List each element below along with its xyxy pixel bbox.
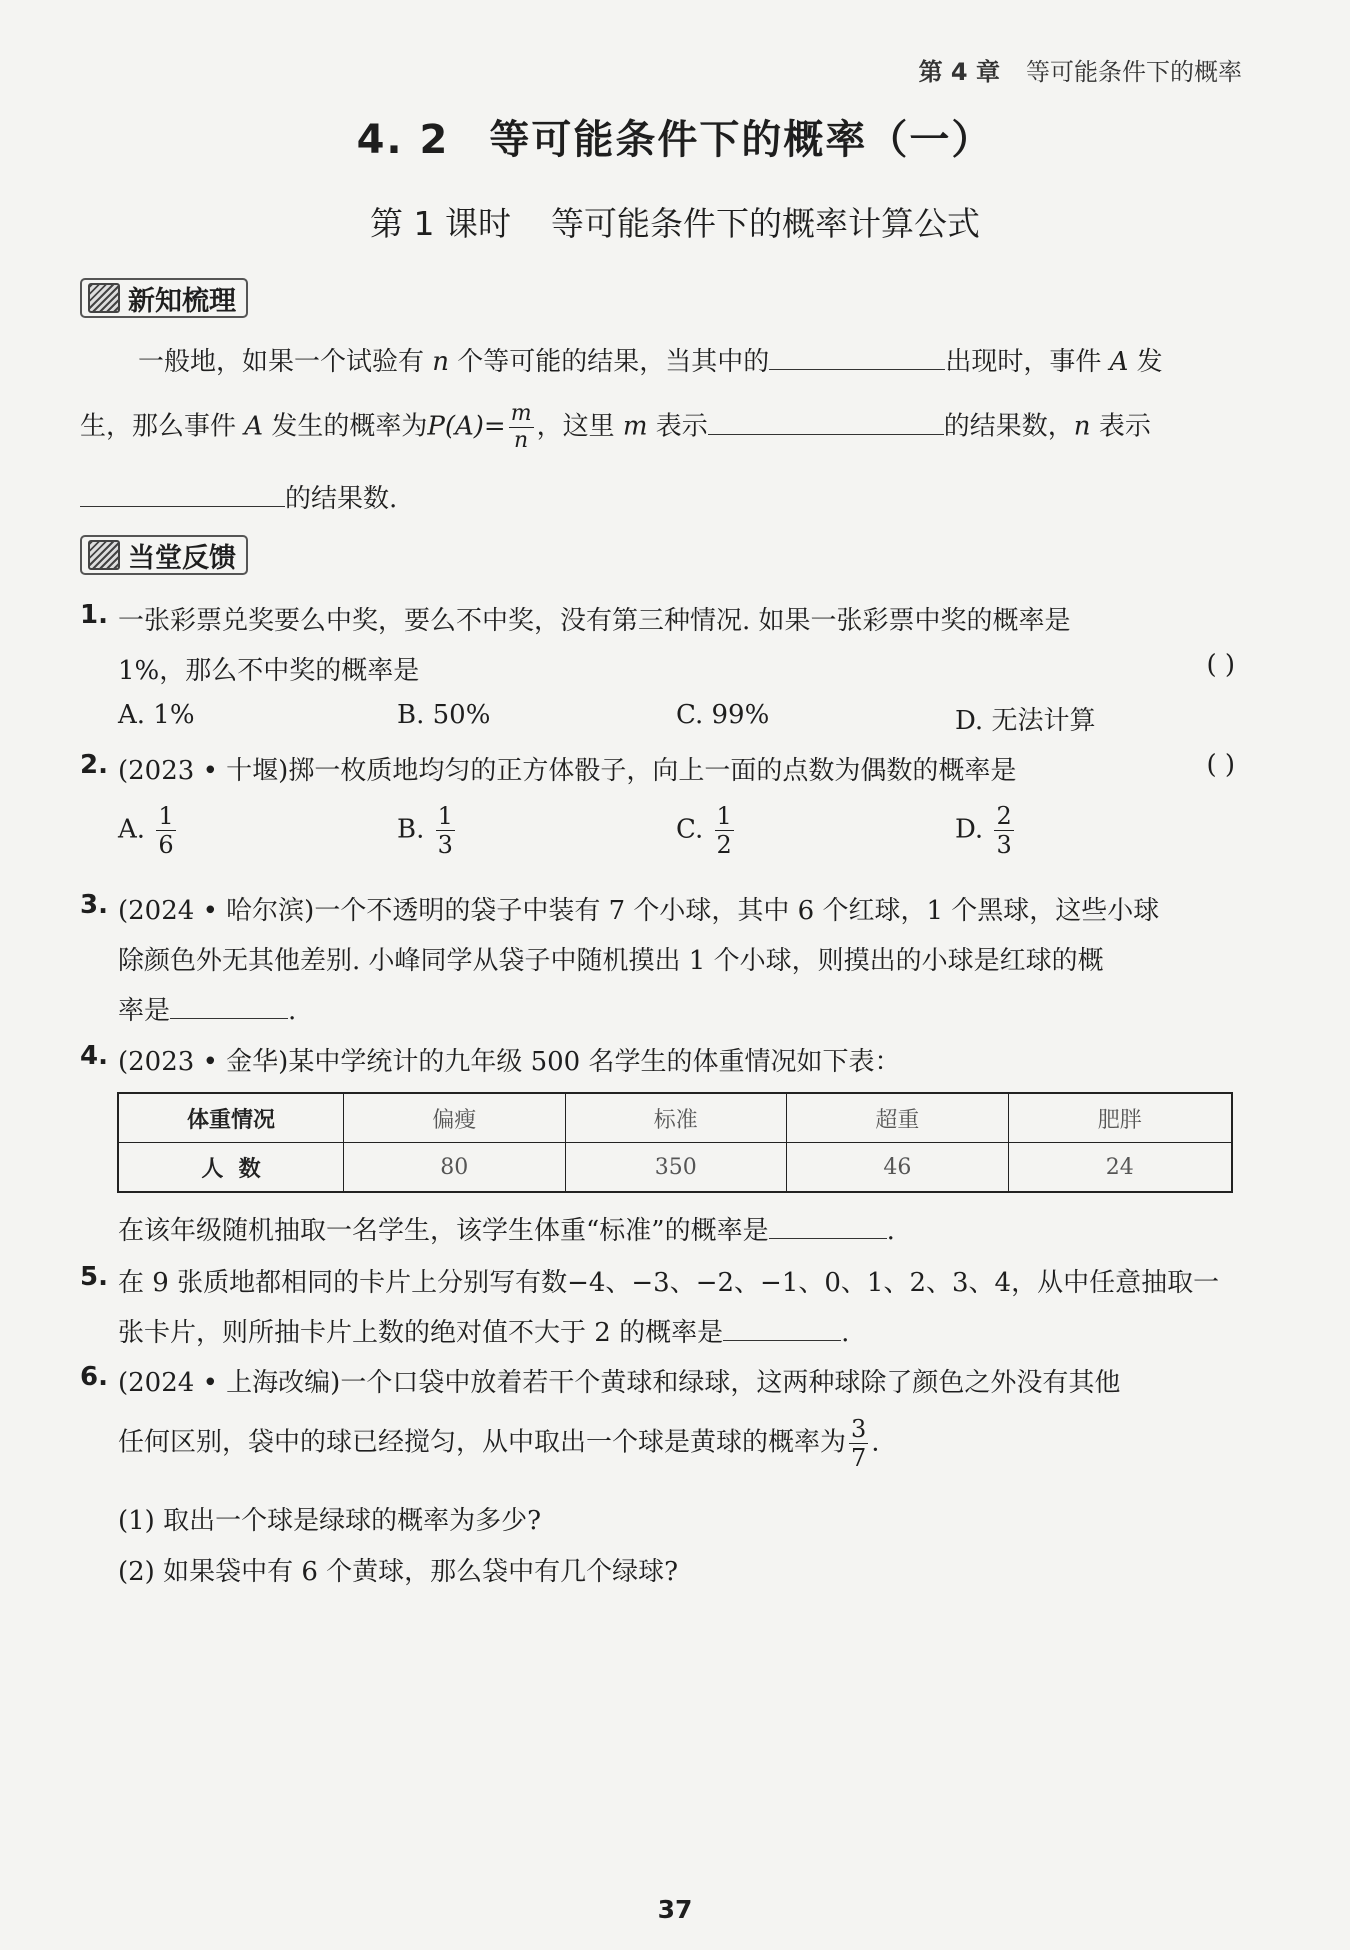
answer-bracket[interactable]: ( ) bbox=[1206, 750, 1235, 780]
question-text: 除颜色外无其他差别. 小峰同学从袋子中随机摸出 1 个小球，则摸出的小球是红球的概 bbox=[118, 946, 1104, 976]
question-text: 在 9 张质地都相同的卡片上分别写有数−4、−3、−2、−1、0、1、2、3、4，从中任意抽取一 bbox=[118, 1268, 1220, 1298]
option-b[interactable]: B. 50% bbox=[397, 700, 491, 730]
option-b[interactable] bbox=[397, 804, 458, 857]
running-head bbox=[919, 52, 1242, 87]
lesson-number: 第 1 课时 bbox=[370, 204, 511, 243]
fraction-denominator: 3 bbox=[996, 831, 1012, 859]
text-segment: 出现时，事件 bbox=[945, 347, 1102, 377]
fraction-numerator: 1 bbox=[437, 802, 453, 830]
question-number: 1. bbox=[80, 600, 108, 630]
knowledge-line-1 bbox=[80, 341, 1235, 379]
question-1 bbox=[80, 600, 1235, 740]
option-c[interactable] bbox=[676, 804, 737, 857]
option-letter: D. bbox=[955, 814, 984, 845]
option-d[interactable]: D. 无法计算 bbox=[955, 706, 1096, 736]
text-segment: 发 bbox=[1136, 347, 1163, 377]
fraction-denominator: 7 bbox=[851, 1444, 867, 1472]
question-2 bbox=[80, 750, 1235, 870]
table-row bbox=[118, 1143, 1232, 1193]
answer-bracket[interactable]: ( ) bbox=[1206, 650, 1235, 680]
option-d[interactable] bbox=[955, 804, 1017, 857]
question-number: 2. bbox=[80, 750, 108, 780]
option-fraction bbox=[715, 804, 734, 857]
table-cell: 24 bbox=[1008, 1143, 1232, 1193]
knowledge-line-3 bbox=[80, 478, 1235, 516]
table-row bbox=[118, 1093, 1232, 1143]
formula-fraction bbox=[509, 403, 534, 452]
option-a[interactable]: A. 1% bbox=[118, 700, 195, 730]
question-text: (2023 • 金华)某中学统计的九年级 500 名学生的体重情况如下表： bbox=[118, 1047, 901, 1077]
pencil-icon bbox=[88, 540, 120, 570]
fraction-denominator: 3 bbox=[437, 831, 453, 859]
table-cell: 偏瘦 bbox=[344, 1093, 566, 1143]
table-cell: 80 bbox=[344, 1143, 566, 1193]
knowledge-line-2 bbox=[80, 403, 1235, 452]
badge-label: 当堂反馈 bbox=[128, 542, 236, 574]
option-a[interactable] bbox=[118, 804, 179, 857]
question-5 bbox=[80, 1262, 1235, 1352]
sub-question-1: (1) 取出一个球是绿球的概率为多少? bbox=[118, 1506, 542, 1536]
probability-fraction bbox=[849, 1417, 868, 1470]
text-segment: 表示 bbox=[655, 411, 708, 442]
fraction-numerator: 1 bbox=[158, 802, 174, 830]
text-segment: 一般地，如果一个试验有 bbox=[138, 347, 425, 377]
question-text: . bbox=[841, 1318, 850, 1348]
section-number: 4. 2 bbox=[356, 117, 450, 163]
fraction-denominator: 2 bbox=[716, 831, 732, 859]
table-cell: 350 bbox=[565, 1143, 787, 1193]
question-text: (2024 • 上海改编)一个口袋中放着若干个黄球和绿球，这两种球除了颜色之外没有其他 bbox=[118, 1368, 1121, 1398]
question-number: 5. bbox=[80, 1262, 108, 1292]
chapter-title: 等可能条件下的概率 bbox=[1026, 58, 1242, 86]
weight-table bbox=[117, 1092, 1233, 1193]
fraction-numerator: m bbox=[510, 401, 532, 426]
option-fraction bbox=[156, 804, 175, 857]
chapter-number: 第 4 章 bbox=[918, 58, 1000, 86]
lesson-title-text: 等可能条件下的概率计算公式 bbox=[550, 204, 980, 243]
variable-n: n bbox=[1073, 411, 1091, 442]
formula-lhs: P(A)= bbox=[427, 411, 506, 442]
table-cell: 超重 bbox=[787, 1093, 1009, 1143]
fraction-denominator: 6 bbox=[158, 831, 174, 859]
table-cell: 标准 bbox=[565, 1093, 787, 1143]
fraction-numerator: 2 bbox=[996, 802, 1012, 830]
question-4 bbox=[80, 1041, 1235, 1081]
section-badge-feedback bbox=[80, 535, 248, 575]
option-fraction bbox=[994, 804, 1013, 857]
sub-question-2: (2) 如果袋中有 6 个黄球，那么袋中有几个绿球? bbox=[118, 1557, 679, 1587]
table-header-cell: 人 数 bbox=[118, 1143, 344, 1193]
lesson-title bbox=[0, 198, 1350, 245]
section-title bbox=[0, 108, 1350, 165]
fill-blank[interactable] bbox=[80, 478, 285, 507]
question-4-prompt bbox=[80, 1210, 1235, 1250]
section-title-text: 等可能条件下的概率（一） bbox=[489, 117, 994, 163]
text-segment: 表示 bbox=[1098, 411, 1151, 442]
variable-m: m bbox=[622, 411, 648, 442]
fill-blank[interactable] bbox=[708, 406, 944, 435]
question-text: 在该年级随机抽取一名学生，该学生体重“标准”的概率是 bbox=[118, 1216, 769, 1246]
option-c[interactable]: C. 99% bbox=[676, 700, 770, 730]
text-segment: 发生的概率为 bbox=[271, 411, 428, 442]
question-text: (2024 • 哈尔滨)一个不透明的袋子中装有 7 个小球，其中 6 个红球，1 个黑球，这些小球 bbox=[118, 896, 1160, 926]
section-badge-knowledge bbox=[80, 278, 248, 318]
question-text: 一张彩票兑奖要么中奖，要么不中奖，没有第三种情况. 如果一张彩票中奖的概率是 bbox=[118, 606, 1071, 636]
table-cell: 46 bbox=[787, 1143, 1009, 1193]
variable-n: n bbox=[432, 347, 450, 377]
fraction-numerator: 1 bbox=[716, 802, 732, 830]
text-segment: 的结果数. bbox=[285, 484, 398, 514]
text-segment: 个等可能的结果，当其中的 bbox=[457, 347, 770, 377]
question-6 bbox=[80, 1362, 1235, 1492]
text-segment: 的结果数， bbox=[943, 411, 1074, 442]
question-text: 1%，那么不中奖的概率是 bbox=[118, 656, 420, 686]
question-number: 4. bbox=[80, 1041, 108, 1071]
option-fraction bbox=[436, 804, 455, 857]
question-text: (2023 • 十堰)掷一枚质地均匀的正方体骰子，向上一面的点数为偶数的概率是 bbox=[118, 756, 1017, 786]
option-letter: A. bbox=[118, 814, 146, 845]
question-number: 6. bbox=[80, 1362, 108, 1392]
fill-blank[interactable] bbox=[769, 341, 945, 370]
option-letter: C. bbox=[676, 814, 704, 845]
book-icon bbox=[88, 283, 120, 313]
fraction-denominator: n bbox=[514, 428, 529, 453]
question-text: . bbox=[886, 1216, 895, 1246]
table-header-cell: 体重情况 bbox=[118, 1093, 344, 1143]
variable-a: A bbox=[244, 411, 264, 442]
question-text: 张卡片，则所抽卡片上数的绝对值不大于 2 的概率是 bbox=[118, 1318, 724, 1348]
answer-blank[interactable] bbox=[723, 1312, 841, 1341]
option-letter: B. bbox=[397, 814, 425, 845]
question-text: . bbox=[871, 1427, 880, 1458]
answer-blank[interactable] bbox=[170, 990, 288, 1019]
question-text: 任何区别，袋中的球已经搅匀，从中取出一个球是黄球的概率为 bbox=[118, 1427, 847, 1458]
question-text: . bbox=[288, 996, 297, 1026]
table-cell: 肥胖 bbox=[1008, 1093, 1232, 1143]
question-3 bbox=[80, 890, 1235, 1030]
page-number: 37 bbox=[657, 1895, 693, 1924]
text-segment: 生，那么事件 bbox=[80, 411, 237, 442]
answer-blank[interactable] bbox=[769, 1210, 887, 1239]
text-segment: ，这里 bbox=[536, 411, 615, 442]
variable-a: A bbox=[1109, 347, 1129, 377]
question-text: 率是 bbox=[118, 996, 171, 1026]
question-number: 3. bbox=[80, 890, 108, 920]
badge-label: 新知梳理 bbox=[128, 285, 236, 317]
fraction-numerator: 3 bbox=[851, 1415, 867, 1443]
